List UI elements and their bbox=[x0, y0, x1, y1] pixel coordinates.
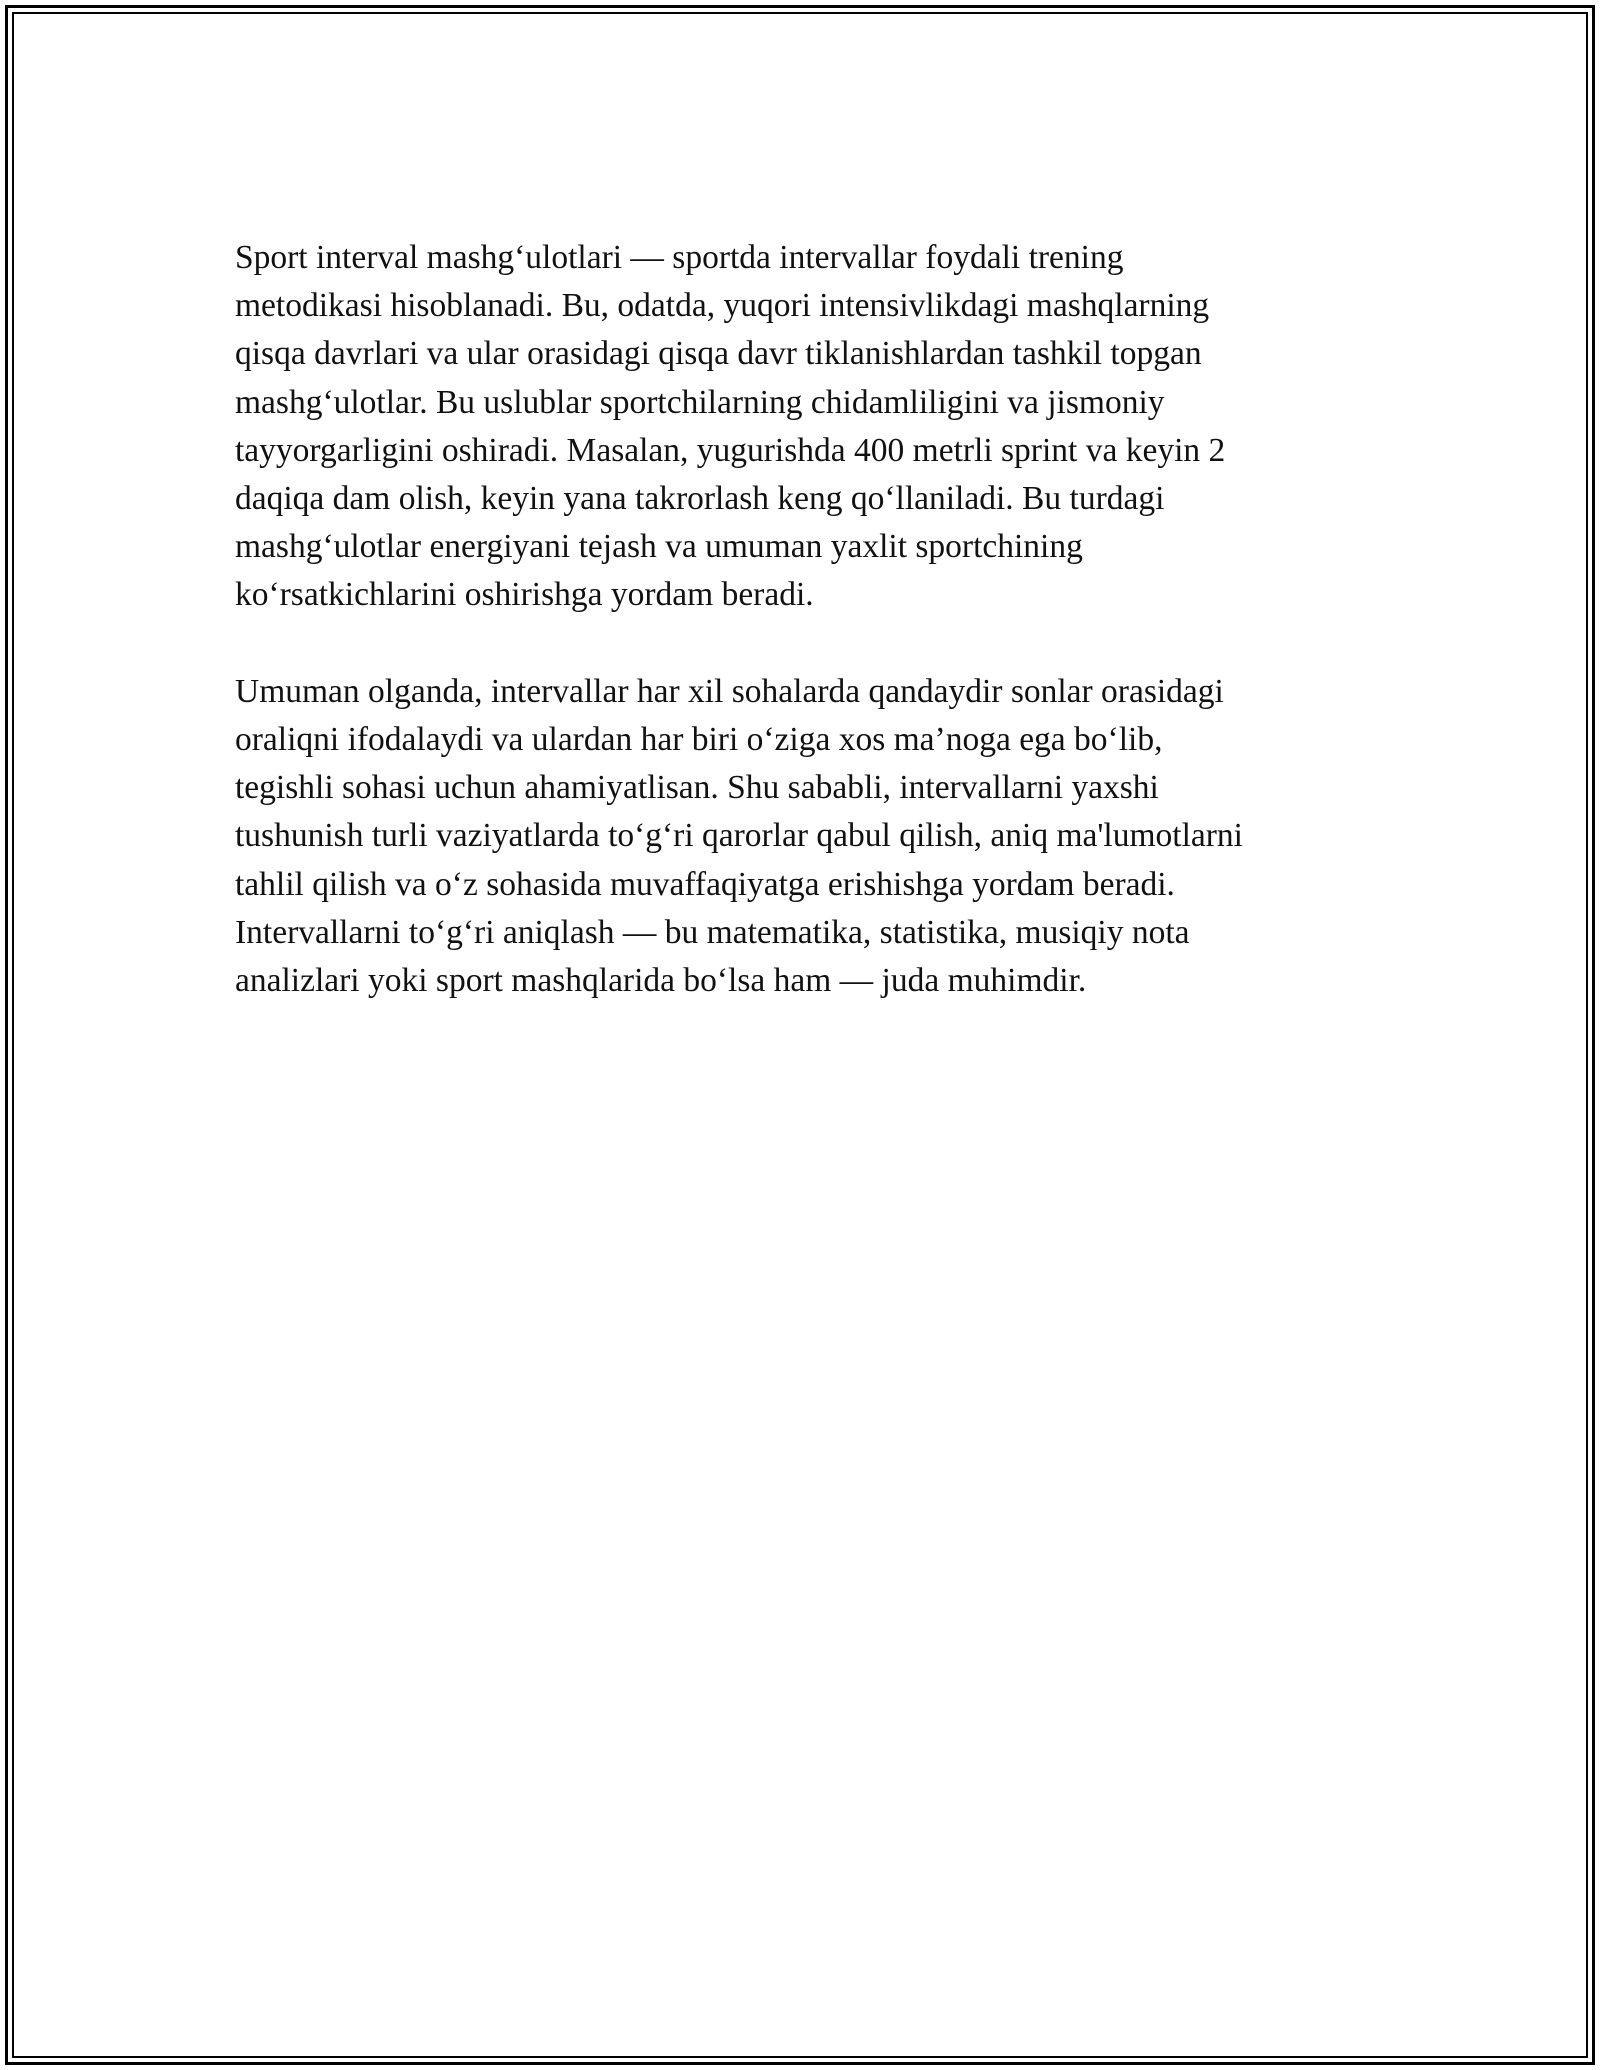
text-line: metodikasi hisoblanadi. Bu, odatda, yuqori intensivlikdagi mashqlarning bbox=[235, 287, 1210, 325]
text-line: tayyorgarligini oshiradi. Masalan, yugurishda 400 metrli sprint va keyin 2 bbox=[235, 431, 1226, 469]
text-line: analizlari yoki sport mashqlarida bo‘lsa ham — juda muhimdir. bbox=[235, 962, 1087, 1000]
text-line: Umuman olganda, intervallar har xil sohalarda qandaydir sonlar orasidagi bbox=[235, 672, 1224, 710]
text-line: oraliqni ifodalaydi va ulardan har biri o‘ziga xos ma’noga ega bo‘lib, bbox=[235, 721, 1163, 759]
text-line: daqiqa dam olish, keyin yana takrorlash keng qo‘llaniladi. Bu turdagi bbox=[235, 480, 1165, 518]
text-line: qisqa davrlari va ular orasidagi qisqa davr tiklanishlardan tashkil topgan bbox=[235, 335, 1202, 373]
text-line: tahlil qilish va o‘z sohasida muvaffaqiyatga erishishga yordam beradi. bbox=[235, 865, 1175, 903]
text-line: tegishli sohasi uchun ahamiyatlisan. Shu sababli, intervallarni yaxshi bbox=[235, 769, 1159, 807]
text-line: mashg‘ulotlar energiyani tejash va umuman yaxlit sportchining bbox=[235, 528, 1083, 566]
text-line: mashg‘ulotlar. Bu uslublar sportchilarning chidamliligini va jismoniy bbox=[235, 383, 1165, 421]
text-line: tushunish turli vaziyatlarda to‘g‘ri qarorlar qabul qilish, aniq ma'lumotlarni bbox=[235, 817, 1243, 855]
text-line: Intervallarni to‘g‘ri aniqlash — bu matematika, statistika, musiqiy nota bbox=[235, 913, 1190, 951]
text-line: ko‘rsatkichlarini oshirishga yordam beradi. bbox=[235, 576, 814, 614]
text-line: Sport interval mashg‘ulotlari — sportda intervallar foydali trening bbox=[235, 239, 1124, 276]
paragraph-1 bbox=[235, 234, 1350, 620]
document-body bbox=[235, 234, 1350, 1005]
paragraph-2 bbox=[235, 668, 1350, 1005]
